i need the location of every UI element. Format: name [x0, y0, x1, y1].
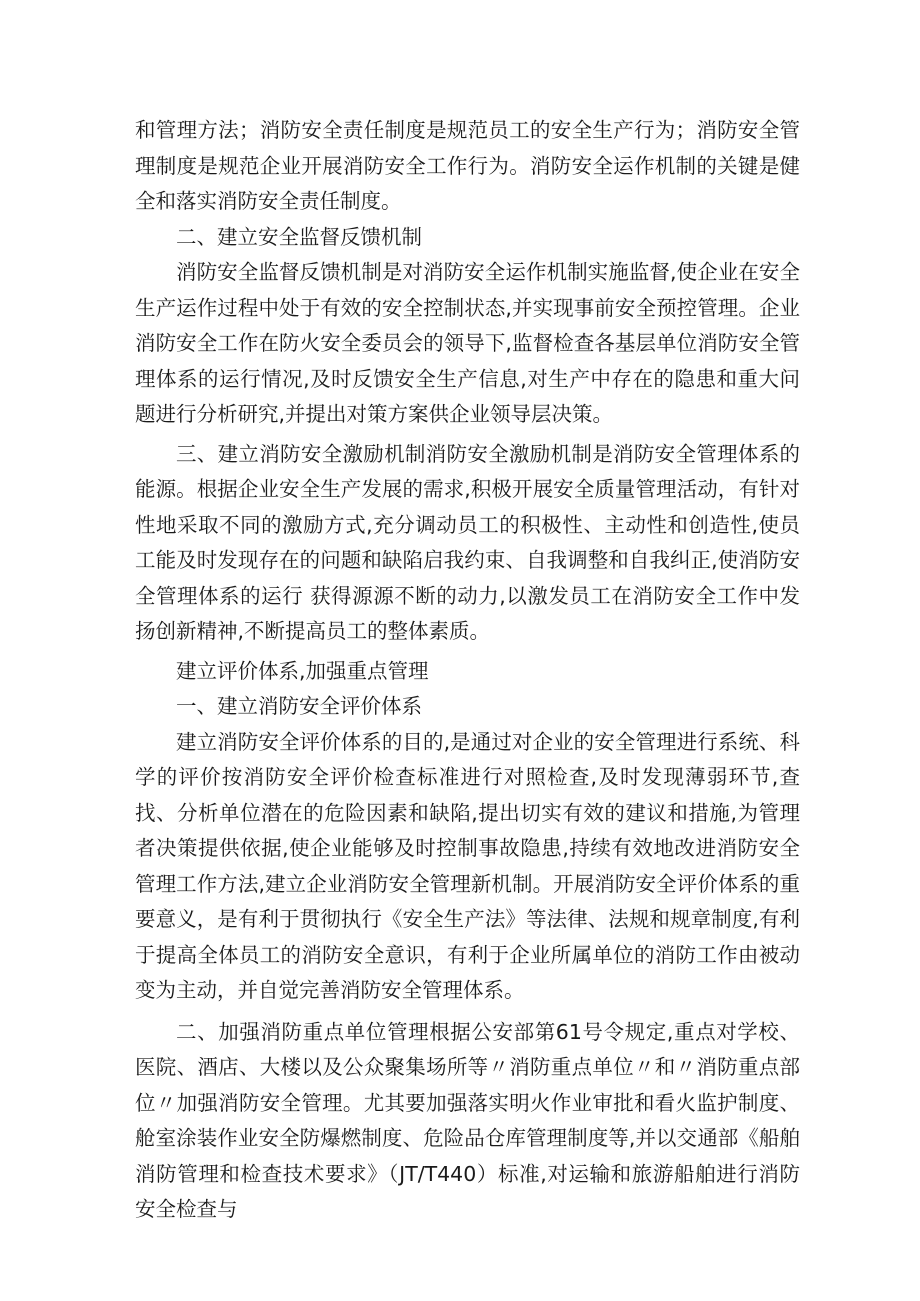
paragraph-key-unit-management: 二、加强消防重点单位管理根据公安部第61号令规定,重点对学校、医院、酒店、大楼以及公众聚集场所等〃消防重点单位〃和〃消防重点部位〃加强消防安全管理。尤其要加强落实明火作业审批和看火监护制度、舱室涂装作业安全防爆燃制度、危险品仓库管理制度等,并以交通部《船舶消防管理和检查技术要求》（JT/T440）标准,对运输和旅游船舶进行消防安全检查与 — [135, 1019, 800, 1221]
section-heading-supervision-feedback: 二、建立安全监督反馈机制 — [176, 224, 422, 249]
paragraph-supervision-feedback: 消防安全监督反馈机制是对消防安全运作机制实施监督,使企业在安全生产运作过程中处于有效的安全控制状态,并实现事前安全预控管理。企业消防安全工作在防火安全委员会的领导下,监督检查各基层单位消防安全管理体系的运行情况,及时反馈安全生产信息,对生产中存在的隐患和重大问题进行分析研究,并提出对策方案供企业领导层决策。 — [135, 260, 800, 426]
paragraph-evaluation-purpose: 建立消防安全评价体系的目的,是通过对企业的安全管理进行系统、科学的评价按消防安全评价检查标准进行对照检查,及时发现薄弱环节,查找、分析单位潜在的危险因素和缺陷,提出切实有效的建议和措施,为管理者决策提供依据,使企业能够及时控制事故隐患,持续有效地改进消防安全管理工作方法,建立企业消防安全管理新机制。开展消防安全评价体系的重要意义，是有利于贯彻执行《安全生产法》等法律、法规和规章制度,有利于提高全体员工的消防安全意识，有利于企业所属单位的消防工作由被动变为主动，并自觉完善消防安全管理体系。 — [135, 729, 800, 1002]
section-heading-evaluation-system: 建立评价体系,加强重点管理 — [176, 658, 429, 683]
section-heading-build-evaluation: 一、建立消防安全评价体系 — [176, 694, 422, 718]
document-body — [135, 113, 800, 1228]
paragraph-incentive-mechanism: 三、建立消防安全激励机制消防安全激励机制是消防安全管理体系的能源。根据企业安全生产发展的需求,积极开展安全质量管理活动，有针对性地采取不同的激励方式,充分调动员工的积极性、主动性和创造性,使员工能及时发现存在的问题和缺陷启我约束、自我调整和自我纠正,使消防安全管理体系的运行 获得源源不断的动力,以激发员工在消防安全工作中发扬创新精神,不断提高员工的整体素质。 — [135, 441, 800, 643]
paragraph-continuation: 和管理方法；消防安全责任制度是规范员工的安全生产行为；消防安全管理制度是规范企业开展消防安全工作行为。消防安全运作机制的关键是健全和落实消防安全责任制度。 — [135, 118, 800, 213]
